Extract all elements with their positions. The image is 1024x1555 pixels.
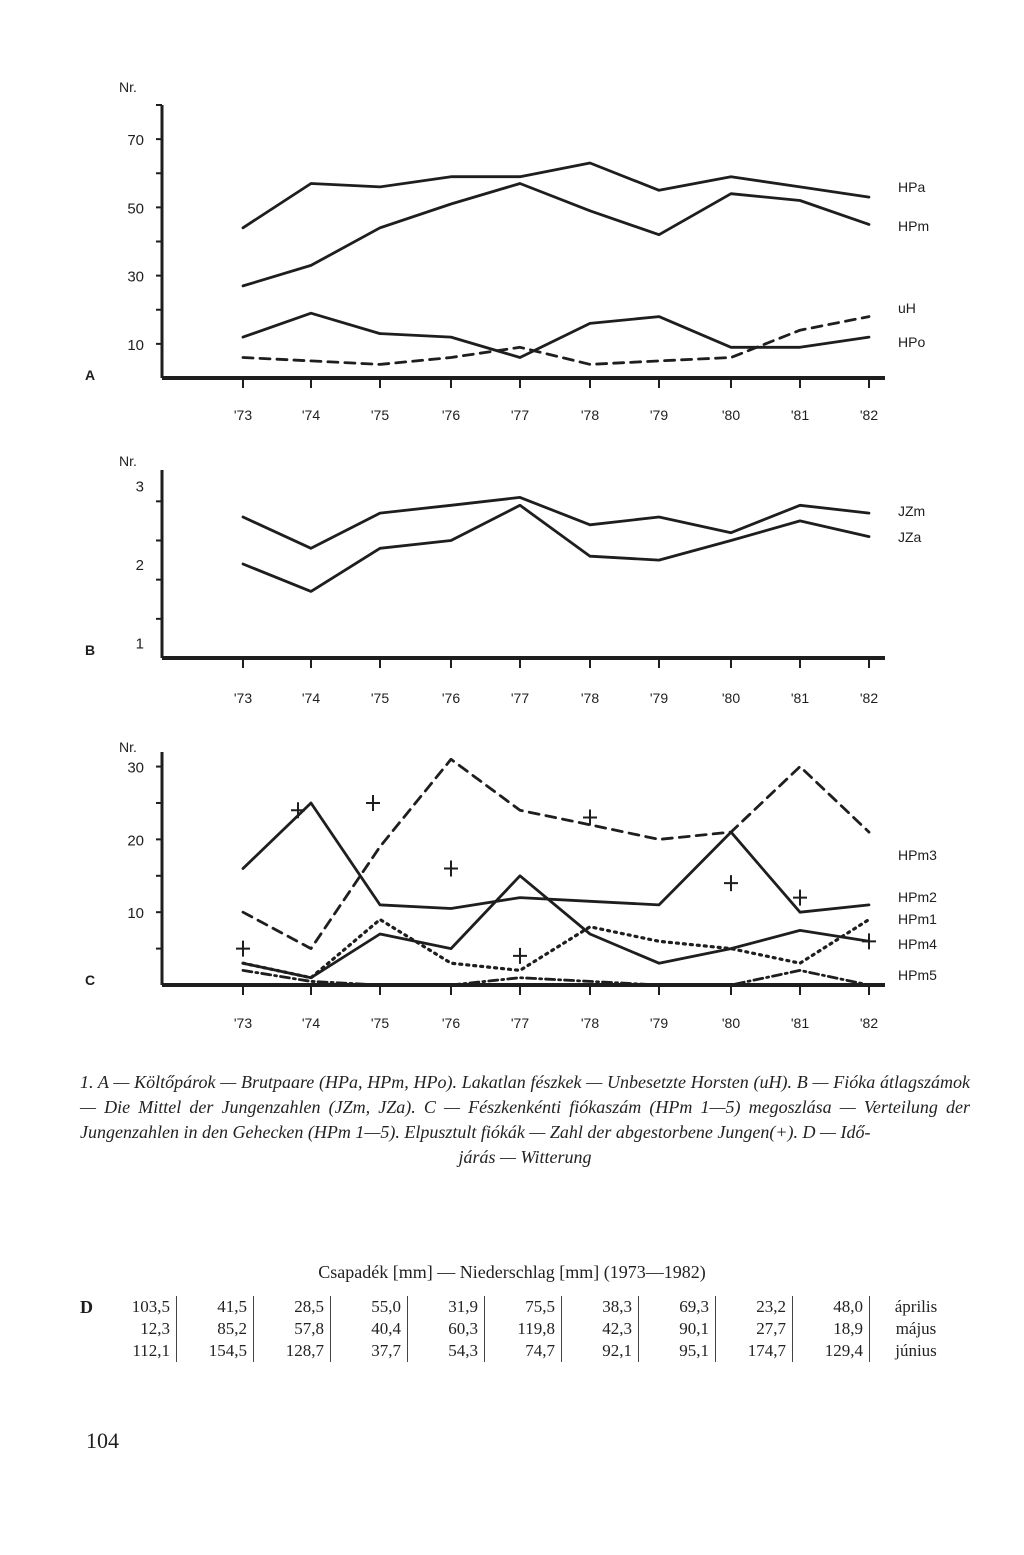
legend-jza: JZa [898, 529, 922, 545]
legend-hpm: HPm [898, 218, 930, 234]
precipitation-cell: 174,7 [716, 1340, 793, 1362]
y-axis-label: Nr. [119, 739, 137, 755]
precipitation-cell: 37,7 [331, 1340, 408, 1362]
precipitation-cell: 60,3 [408, 1318, 485, 1340]
precipitation-cell: 38,3 [562, 1296, 639, 1318]
y-tick-label: 50 [127, 200, 144, 218]
caption-line-2: járás — Witterung [458, 1147, 592, 1167]
series-line-hpa [243, 163, 869, 228]
y-axis-label: Nr. [119, 79, 137, 95]
x-tick-label: '82 [859, 1015, 879, 1031]
precipitation-row [100, 1318, 962, 1340]
legend-hpm4: HPm4 [898, 936, 937, 952]
precipitation-cell: 85,2 [177, 1318, 254, 1340]
precipitation-cell: 41,5 [177, 1296, 254, 1318]
x-tick-label: '73 [233, 690, 253, 706]
panel-letter-d: D [80, 1297, 93, 1317]
series-line-hpm3 [243, 759, 869, 948]
dead-chick-marker [291, 802, 305, 818]
precipitation-row [100, 1296, 962, 1318]
x-tick-label: '74 [301, 407, 321, 423]
dead-chick-marker [724, 875, 738, 891]
dead-chick-marker [862, 933, 876, 949]
precipitation-cell: 103,5 [100, 1296, 177, 1318]
legend-hpm3: HPm3 [898, 847, 937, 863]
page-number: 104 [86, 1428, 119, 1453]
precipitation-cell: 12,3 [100, 1318, 177, 1340]
series-line-jza [243, 505, 869, 591]
x-tick-label: '76 [441, 1015, 461, 1031]
precipitation-cell: 48,0 [833, 1297, 863, 1316]
month-label: május [870, 1318, 963, 1340]
precipitation-cell: 55,0 [331, 1296, 408, 1318]
precipitation-cell: 31,9 [408, 1296, 485, 1318]
y-tick-label: 1 [135, 635, 144, 653]
panel-letter: A [85, 367, 96, 383]
precipitation-table [100, 1296, 962, 1362]
precipitation-cell: 112,1 [100, 1340, 177, 1362]
dead-chick-marker [793, 890, 807, 906]
precipitation-cell: 28,5 [254, 1296, 331, 1318]
figure-caption [80, 1070, 970, 1170]
y-tick-label: 70 [127, 132, 144, 150]
series-line-hpm4 [243, 920, 869, 978]
x-tick-label: '74 [301, 1015, 321, 1031]
precipitation-row [100, 1340, 962, 1362]
legend-jzm: JZm [898, 503, 926, 519]
x-tick-label: '78 [580, 1015, 600, 1031]
y-tick-label: 2 [135, 557, 144, 574]
month-label: június [870, 1340, 963, 1362]
precipitation-title: Csapadék [mm] — Niederschlag [mm] (1973—1982) [318, 1262, 706, 1282]
precipitation-cell: 75,5 [485, 1296, 562, 1318]
series-line-jzm [243, 497, 869, 548]
x-tick-label: '75 [370, 407, 390, 423]
precipitation-cell: 119,8 [485, 1318, 562, 1340]
y-tick-label: 30 [127, 268, 144, 286]
precipitation-cell: 90,1 [639, 1318, 716, 1340]
x-tick-label: '78 [580, 690, 600, 706]
precipitation-cell: 69,3 [639, 1296, 716, 1318]
x-tick-label: '81 [790, 1015, 810, 1031]
dead-chick-marker [513, 948, 527, 964]
precipitation-cell: 40,4 [331, 1318, 408, 1340]
precipitation-cell: 42,3 [562, 1318, 639, 1340]
precipitation-cell: 95,1 [639, 1340, 716, 1362]
x-tick-label: '81 [790, 407, 810, 423]
x-tick-label: '80 [721, 1015, 741, 1031]
precipitation-cell: 18,9 [833, 1319, 863, 1338]
series-line-hpm1 [243, 876, 869, 978]
x-tick-label: '77 [510, 407, 530, 423]
precipitation-cell: 74,7 [485, 1340, 562, 1362]
dead-chick-marker [366, 795, 380, 811]
precipitation-cell: 54,3 [408, 1340, 485, 1362]
x-tick-label: '77 [510, 1015, 530, 1031]
x-tick-label: '79 [649, 690, 669, 706]
series-line-hpm5 [243, 970, 869, 985]
legend-uh: uH [898, 300, 916, 316]
legend-hpo: HPo [898, 334, 926, 350]
x-tick-label: '79 [649, 407, 669, 423]
x-tick-label: '76 [441, 690, 461, 706]
precipitation-cell: 57,8 [254, 1318, 331, 1340]
x-tick-label: '79 [649, 1015, 669, 1031]
y-tick-label: 20 [127, 832, 144, 850]
x-tick-label: '77 [510, 690, 530, 706]
legend-hpa: HPa [898, 179, 926, 195]
x-tick-label: '82 [859, 407, 879, 423]
series-line-hpo [243, 313, 869, 357]
panel-letter: B [85, 642, 96, 658]
x-tick-label: '74 [301, 690, 321, 706]
precipitation-cell: 154,5 [177, 1340, 254, 1362]
x-tick-label: '73 [233, 407, 253, 423]
y-tick-label: 10 [127, 336, 144, 354]
dead-chick-marker [236, 941, 250, 957]
x-tick-label: '75 [370, 1015, 390, 1031]
x-tick-label: '80 [721, 690, 741, 706]
precipitation-cell: 92,1 [562, 1340, 639, 1362]
x-tick-label: '81 [790, 690, 810, 706]
x-tick-label: '73 [233, 1015, 253, 1031]
x-tick-label: '80 [721, 407, 741, 423]
legend-hpm2: HPm2 [898, 889, 937, 905]
y-tick-label: 30 [127, 759, 144, 777]
x-tick-label: '76 [441, 407, 461, 423]
precipitation-cell: 27,7 [716, 1318, 793, 1340]
legend-hpm5: HPm5 [898, 967, 937, 983]
x-tick-label: '78 [580, 407, 600, 423]
x-tick-label: '75 [370, 690, 390, 706]
x-tick-label: '82 [859, 690, 879, 706]
precipitation-cell: 23,2 [716, 1296, 793, 1318]
panel-letter: C [85, 972, 96, 988]
y-axis-label: Nr. [119, 453, 137, 469]
series-line-hpm [243, 184, 869, 286]
dead-chick-marker [444, 861, 458, 877]
precipitation-cell: 129,4 [824, 1341, 863, 1360]
month-label: április [870, 1296, 963, 1318]
legend-hpm1: HPm1 [898, 911, 937, 927]
series-line-hpm2 [243, 803, 869, 912]
precipitation-cell: 128,7 [254, 1340, 331, 1362]
y-tick-label: 3 [135, 478, 144, 496]
caption-line-1: 1. A — Költőpárok — Brutpaare (HPa, HPm, HPo). Lakatlan fészkek — Unbesetzte Horsten (uH). B — Fióka átlagszámok — Die Mittel der Jungenzahlen (JZm, JZa). C — Fészkenkénti fiókaszám (HPm 1—5) megoszlása — Verteilung der Jungenzahlen in den Gehecken (HPm 1—5). Elpusztult fiókák — Zahl der abgestorbene Jungen(+). D — Idő- [80, 1072, 970, 1142]
y-tick-label: 10 [127, 905, 144, 923]
